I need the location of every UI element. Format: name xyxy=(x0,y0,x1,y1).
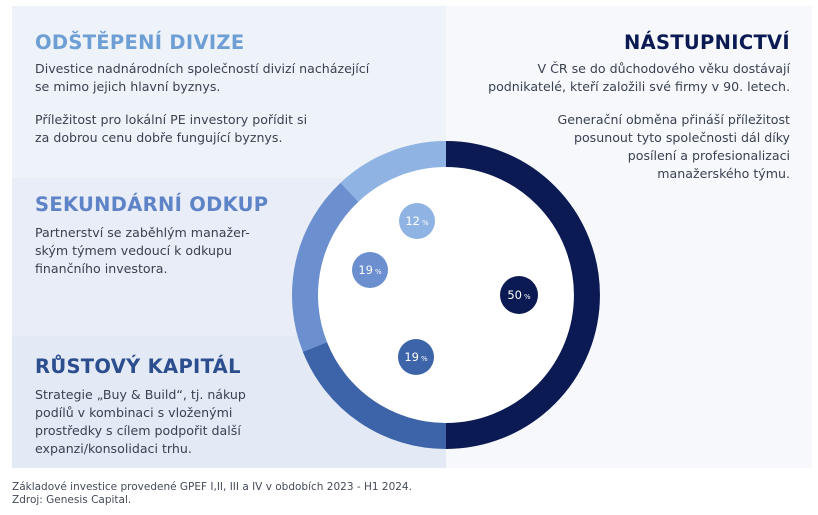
slice-label-unit-2: % xyxy=(374,268,382,276)
footer-source: Zdroj: Genesis Capital. xyxy=(12,494,132,506)
heading-odstepeni-divize: ODŠTĚPENÍ DIVIZE xyxy=(35,31,245,54)
slice-label-value-0: 50 xyxy=(507,288,522,302)
slice-label-value-1: 19 xyxy=(404,350,419,364)
text-nastupnictvi-1: V ČR se do důchodového věku dostávají podnikatelé, kteří založili své firmy v 90. letech. xyxy=(488,61,790,94)
heading-sekundarni-odkup: SEKUNDÁRNÍ ODKUP xyxy=(35,193,269,216)
slice-label-unit-0: % xyxy=(523,293,531,301)
slice-label-value-3: 12 xyxy=(405,214,420,228)
text-odstepeni-1: Divestice nadnárodních společností divizí nacházející se mimo jejich hlavní byznys. xyxy=(35,61,370,94)
slice-label-value-2: 19 xyxy=(358,263,373,277)
text-odstepeni-2: Příležitost pro lokální PE investory pořídit si za dobrou cenu dobře fungující byznys. xyxy=(35,112,308,145)
heading-rustovy-kapital: RŮSTOVÝ KAPITÁL xyxy=(35,355,241,378)
text-rustovy-1: Strategie „Buy & Build“, tj. nákup podílů v kombinaci s vloženými prostředky s cílem podpořit další expanzi/konsolidaci trhu. xyxy=(35,387,246,456)
text-sekundarni-1: Partnerství se zaběhlým manažer- ským týmem vedoucí k odkupu finančního investora. xyxy=(35,225,250,276)
heading-nastupnictvi: NÁSTUPNICTVÍ xyxy=(623,31,790,54)
text-nastupnictvi-2: Generační obměna přináší příležitost posunout tyto společnosti dál díky posílení a profesionalizaci manažerského týmu. xyxy=(557,112,790,181)
footer-note: Základové investice provedené GPEF I,II, III a IV v obdobích 2023 - H1 2024. xyxy=(12,481,412,493)
slice-label-unit-3: % xyxy=(421,219,429,227)
slice-label-unit-1: % xyxy=(420,355,428,363)
